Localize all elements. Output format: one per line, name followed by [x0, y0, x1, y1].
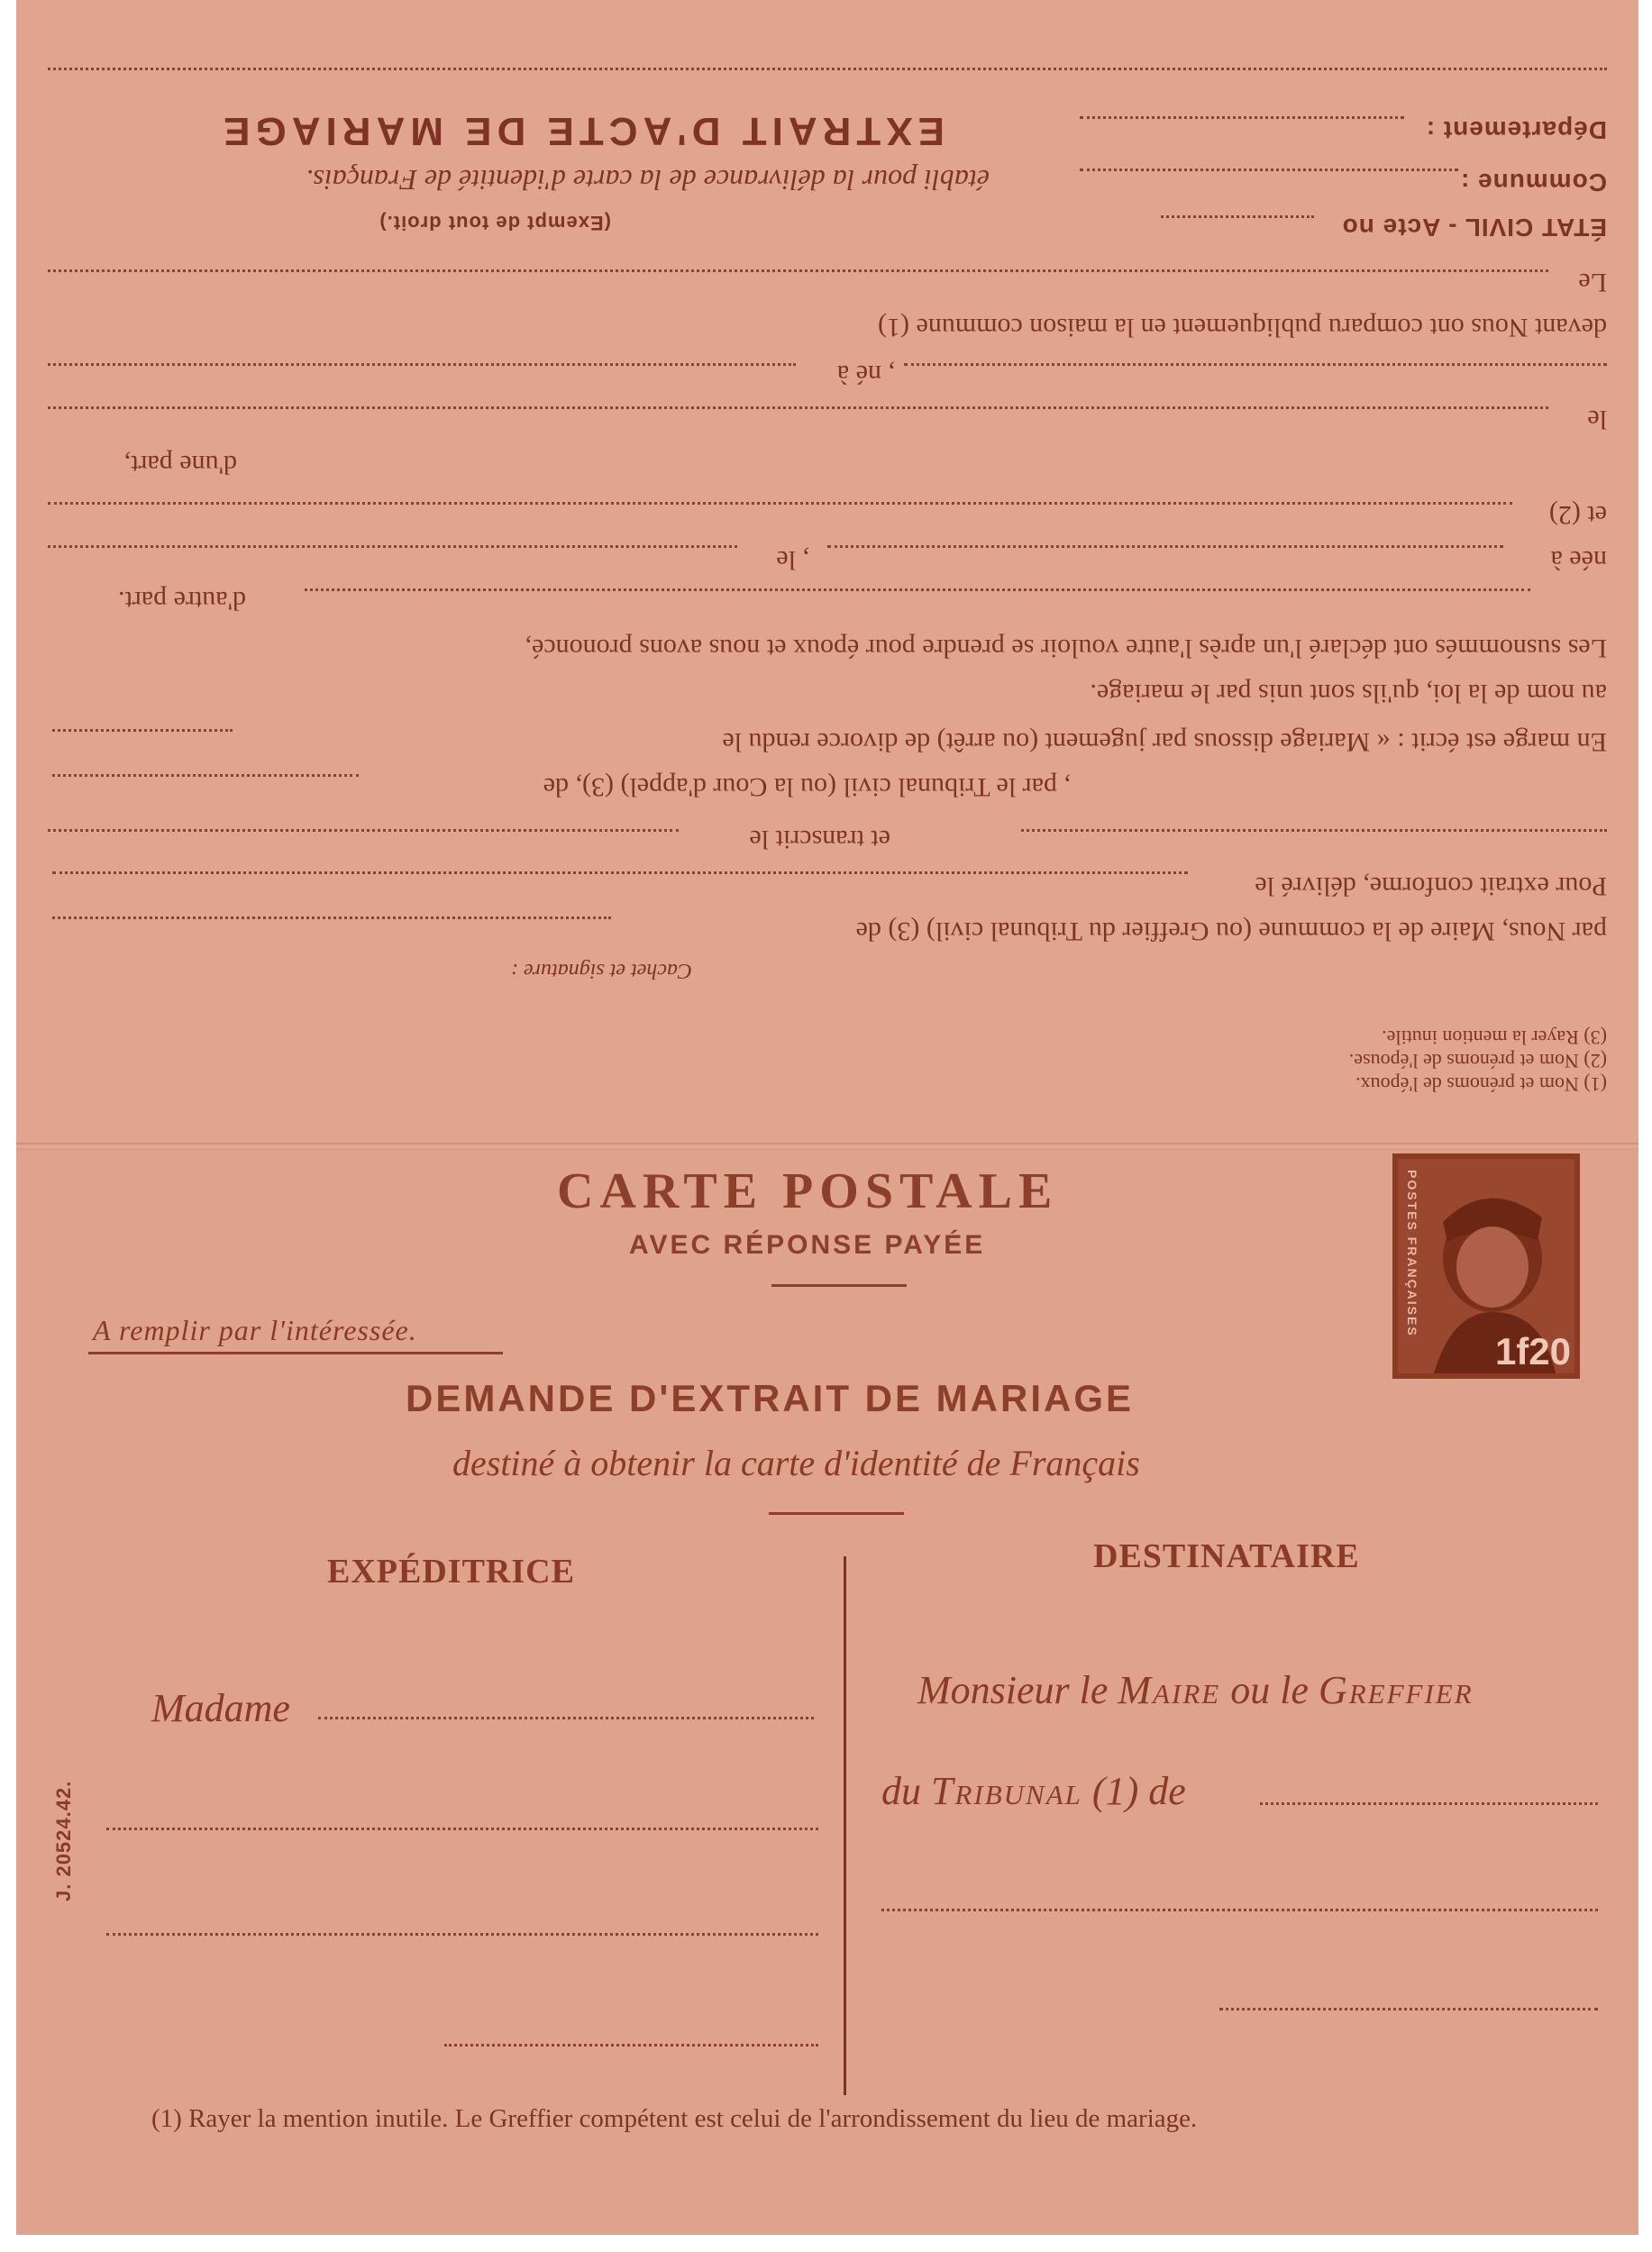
marge-dots-2 — [52, 774, 359, 777]
departement-label: Département : — [1425, 116, 1607, 144]
marge-dots-1 — [52, 729, 233, 732]
recipient-line-1 — [917, 1667, 1474, 1713]
stamp-value: 1f20 — [1494, 1330, 1571, 1372]
extrait-line-2: par Nous, Maire de la commune (ou Greffier du Tribunal civil) (3) de — [855, 916, 1607, 946]
le-label: Le — [1578, 268, 1607, 297]
title-rule — [771, 1284, 907, 1287]
extrait-dots-2 — [52, 916, 611, 919]
le-2-dots — [48, 406, 1548, 409]
bottom-dots — [48, 68, 1607, 70]
commune-dots — [1080, 169, 1458, 171]
card-subtitle: AVEC RÉPONSE PAYÉE — [629, 1230, 986, 1260]
reply-panel — [16, 0, 1638, 1146]
fold-line — [16, 1143, 1638, 1150]
recipient-line-3-dots[interactable] — [881, 1909, 1598, 1911]
ne-a-dots-2 — [48, 363, 796, 366]
demande-title: DEMANDE D'EXTRAIT DE MARIAGE — [406, 1377, 1135, 1419]
postal-card — [16, 0, 1638, 2235]
tribunal-rest-text: (1) de — [1091, 1769, 1186, 1813]
sender-line-3[interactable] — [106, 1933, 818, 1936]
stamp-country: POSTES FRANÇAISES — [1405, 1170, 1419, 1337]
address-divider — [844, 1556, 846, 2095]
dune-part-label: d'une part, — [123, 450, 237, 479]
transcrit-dots-a — [1021, 829, 1607, 832]
subtitle: établi pour la délivrance de la carte d'identité de Français. — [306, 164, 990, 196]
dautre-dots — [305, 588, 1530, 591]
extrait-dots-1 — [52, 871, 1188, 874]
le-2-label: le — [1587, 405, 1607, 434]
du-text: du — [881, 1769, 921, 1813]
nee-a-dots — [827, 545, 1503, 548]
transcrit-dots-b — [48, 829, 679, 832]
postage-stamp — [1392, 1153, 1580, 1379]
reply-title: EXTRAIT D'ACTE DE MARIAGE — [218, 109, 945, 153]
upside-down-reply-form — [16, 0, 1638, 1143]
ou-le-text: ou le — [1230, 1668, 1309, 1712]
maire-text: Maire — [1118, 1668, 1221, 1712]
susnommes-line-1: Les susnommés ont déclaré l'un après l'autre vouloir se prendre pour époux et nous avons prononcé, — [525, 634, 1607, 663]
expeditrice-header: EXPÉDITRICE — [327, 1553, 575, 1591]
exempt-label: (Exempt de tout droit.) — [379, 212, 611, 234]
card-title: CARTE POSTALE — [557, 1163, 1059, 1219]
acte-dots — [1161, 215, 1314, 218]
le-3-dots — [48, 545, 737, 548]
recipient-line-4-dots[interactable] — [1219, 2008, 1598, 2010]
ne-a-label: , né à — [836, 360, 895, 389]
extrait-line-1: Pour extrait conforme, délivré le — [1255, 871, 1607, 901]
devant-line: devant Nous ont comparu publiquement en la maison commune (1) — [878, 313, 1607, 342]
marge-line-2: , par le Tribunal civil (ou la Cour d'appel) (3), de — [543, 772, 1071, 802]
sender-line-2[interactable] — [106, 1828, 818, 1830]
le-dots — [48, 269, 1548, 272]
recipient-line-2-dots[interactable] — [1260, 1802, 1598, 1805]
sender-line-4[interactable] — [444, 2044, 818, 2047]
susnommes-line-2: au nom de la loi, qu'ils sont unis par le mariage. — [1090, 679, 1607, 708]
remplir-underline — [88, 1352, 503, 1354]
print-code: J. 20524.42. — [52, 1780, 75, 1901]
note-3: (3) Rayer la mention inutile. — [1382, 1026, 1607, 1049]
sender-line-1[interactable] — [318, 1717, 814, 1719]
note-2: (2) Nom et prénoms de l'épouse. — [1348, 1050, 1607, 1072]
ne-a-dots-1 — [904, 363, 1607, 366]
commune-label: Commune : — [1460, 169, 1607, 196]
et-2-label: et (2) — [1548, 500, 1607, 530]
nee-a-label: née à — [1550, 545, 1607, 575]
madame-label: Madame — [151, 1686, 290, 1730]
le-3-label: , le — [776, 545, 809, 575]
greffier-text: Greffier — [1318, 1668, 1474, 1712]
et-2-dots — [48, 502, 1512, 505]
footnote: (1) Rayer la mention inutile. Le Greffier compétent est celui de l'arrondissement du lieu de mariage. — [151, 2104, 1198, 2133]
destinataire-header: DESTINATAIRE — [1093, 1537, 1360, 1575]
transcrit-label: et transcrit le — [749, 825, 890, 854]
recipient-line-2 — [881, 1768, 1186, 1814]
remplir-label: A remplir par l'intéressée. — [93, 1314, 417, 1346]
etat-civil-label: ÉTAT CIVIL - Acte no — [1341, 214, 1607, 242]
departement-dots — [1080, 116, 1404, 119]
note-1: (1) Nom et prénoms de l'époux. — [1355, 1073, 1607, 1096]
monsieur-text: Monsieur le — [917, 1668, 1109, 1712]
dautre-part-label: d'autre part. — [117, 586, 246, 615]
cachet-label: Cachet et signature : — [510, 959, 692, 982]
tribunal-text: Tribunal — [931, 1769, 1082, 1813]
destine-subtitle: destiné à obtenir la carte d'identité de Français — [452, 1443, 1140, 1483]
demande-rule — [769, 1512, 904, 1515]
marge-line-1: En marge est écrit : « Mariage dissous par jugement (ou arrêt) de divorce rendu le — [722, 727, 1607, 757]
